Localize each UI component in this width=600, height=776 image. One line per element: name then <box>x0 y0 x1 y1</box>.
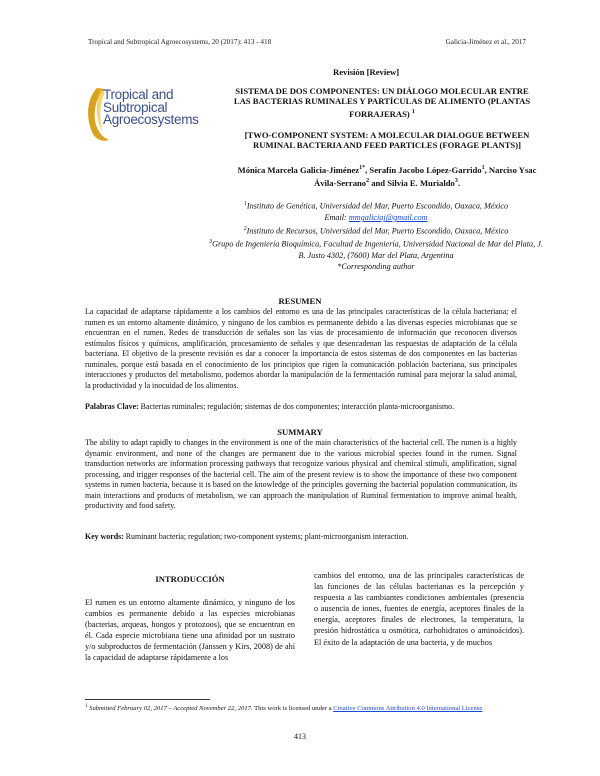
author-3-mark: 2 <box>366 178 370 185</box>
page-number: 413 <box>294 732 306 741</box>
title-spanish-text: SISTEMA DE DOS COMPONENTES: UN DIÁLOGO MOLECULAR ENTRE LAS BACTERIAS RUMINALES Y PARTÍCULAS DE ALIMENTO (PLANTAS FORRAJERAS) <box>233 86 531 119</box>
author-4: and Silvia E. Murialdo <box>369 177 455 188</box>
author-1-mark: 1* <box>359 165 366 171</box>
introduction-column-1: El rumen es un entorno altamente dinámico, y ninguno de los cambios es permanente debido a las especies microbianas (bacterias, arqueas, hongos y protozoos), que se encuentran en él. Cada especie microbiana tiene una afinidad por un sustrato y/o subproductos de fermentación (Janssen y Kirs, 2008) de ahí la capacidad de adaptarse rápidamente a los <box>85 598 295 663</box>
affiliation-2-text: Instituto de Recursos, Universidad del Mar, Puerto Escondido, Oaxaca, México <box>246 226 509 236</box>
affiliations <box>206 199 546 273</box>
affiliation-1-mark: 1 <box>243 201 247 207</box>
logo-line-2: Subtropical <box>103 99 168 115</box>
license-link[interactable]: Creative Commons Attribution 4.0 International License <box>333 705 483 713</box>
email-label: Email: <box>324 213 347 223</box>
summary-keywords-text: Ruminant bacteria; regulation; two-component systems; plant-microorganism interaction. <box>123 532 409 541</box>
author-1: Mónica Marcela Galicia-Jiménez <box>237 164 360 175</box>
resumen-keywords <box>85 402 517 413</box>
footnote <box>85 703 525 714</box>
footnote-mark: 1 <box>85 704 88 709</box>
introduction-column-2: cambios del entorno, una de las principales características de las funciones de las células bacterianas es la percepción y respuesta a las cambiantes condiciones ambientales (presencia o ausencia de iones, fuentes de energía, aceptores finales de la energía, aceptores finales de electrones, la temperatura, la presión hidrostática u osmótica, carbohidratos o aminoácidos). El éxito de la adaptación de una bacteria, y de muchos <box>314 571 524 647</box>
affiliation-1-text: Instituto de Genética, Universidad del Mar, Puerto Escondido, Oaxaca, México <box>246 201 509 211</box>
journal-logo <box>83 84 223 146</box>
affiliation-3 <box>206 237 546 262</box>
logo-line-3: Agroecosystems <box>103 112 199 127</box>
author-4-mark: 3 <box>454 178 458 185</box>
resumen-keywords-label: Palabras Clave: <box>85 402 139 411</box>
footnote-license-text: This work is licensed under a <box>252 705 334 713</box>
summary-body: The ability to adapt rapidly to changes in the environment is one of the main characteristics of the bacterial cell. The rumen is a highly dynamic environment, and none of the changes are permanent due to the various microbial species found in the rumen. Signal transduction networks are information processing pathways that recognize various physical and chemical stimuli, amplification, signal processing, and trigger responses of the bacterial cell. The aim of the present review is to show the importance of these two component systems in rumen bacteria, because it is based on the knowledge of the principles governing the bacterial population communication, its main interactions and products of metabolism, we can approach the manipulation of Ruminal fermentation to improve animal health, productivity and food safety. <box>85 438 517 510</box>
author-3: , Narciso Ysac Ávila-Serrano <box>314 164 537 188</box>
author-list-end: . <box>457 177 460 188</box>
summary-heading: SUMMARY <box>277 427 323 437</box>
affiliation-3-mark: 3 <box>209 238 213 245</box>
introduction-heading: INTRODUCCIÓN <box>155 574 225 584</box>
article-type-label: Revisión [Review] <box>333 67 400 77</box>
author-2: , Serafín Jacobo López-Garrido <box>365 164 482 175</box>
logo-wordmark <box>103 89 199 127</box>
email-link[interactable]: mmgaliciaj@gmail.com <box>348 213 428 223</box>
resumen-heading: RESUMEN <box>278 296 322 306</box>
title-english: [TWO-COMPONENT SYSTEM: A MOLECULAR DIALOGUE BETWEEN RUMINAL BACTERIA AND FEED PARTICLES (FORAGE PLANTS)] <box>244 130 530 151</box>
affiliation-2-mark: 2 <box>243 225 247 232</box>
running-header-journal: Tropical and Subtropical Agroecosystems, 20 (2017): 413 - 418 <box>88 38 272 46</box>
email-line <box>206 212 546 223</box>
summary-keywords-label: Key words: <box>85 532 124 541</box>
affiliation-2 <box>206 224 546 237</box>
resumen-body: La capacidad de adaptarse rápidamente a los cambios del entorno es una de las principales características de la célula bacteriana; el rumen es un entorno altamente dinámico, y ninguno de los cambios es permanente debido a las diversas especies microbianas que se encuentran en el rumen. Redes de transducción de señales son las vías de procesamiento de información que reconocen diversos estímulos físicos y químicos, amplificación, procesamiento de señales y que desencadenan las respuestas de adaptación de la célula bacteriana. El objetivo de la presente revisión es dar a conocer la importancia de estos sistemas de dos componentes en las bacterias ruminales, porque está basada en el conocimiento de los principios que rigen la comunicación población bacteriana, sus principales interacciones y productos del metabolismo, podemos abordar la manipulación de la fermentación ruminal para mejorar la salud animal, la productividad y la inocuidad de los alimentos. <box>85 307 517 390</box>
title-footnote-mark: 1 <box>411 108 415 115</box>
title-spanish <box>228 86 536 119</box>
affiliation-3-text: Grupo de Ingeniería Bioquímica, Facultad de Ingeniería, Universidad Nacional de Mar del Plata, J. B. Justo 4302, (7600) Mar del Plata, Argentina <box>212 239 543 260</box>
resumen-keywords-text: Bacterias ruminales; regulación; sistemas de dos componentes; interacción planta-microorganismo. <box>138 402 455 411</box>
summary-keywords <box>85 532 517 543</box>
author-2-mark: 1 <box>481 165 485 171</box>
running-header-author: Galicia-Jiménez et al., 2017 <box>445 38 526 46</box>
footnote-dates: Submitted February 02, 2017 – Accepted November 22, 2017. <box>89 705 253 713</box>
corresponding-author-note: *Corresponding author <box>337 262 415 272</box>
footnote-divider <box>85 699 210 700</box>
author-list <box>228 163 546 189</box>
logo-line-1: Tropical and <box>103 87 174 102</box>
affiliation-1 <box>206 199 546 212</box>
